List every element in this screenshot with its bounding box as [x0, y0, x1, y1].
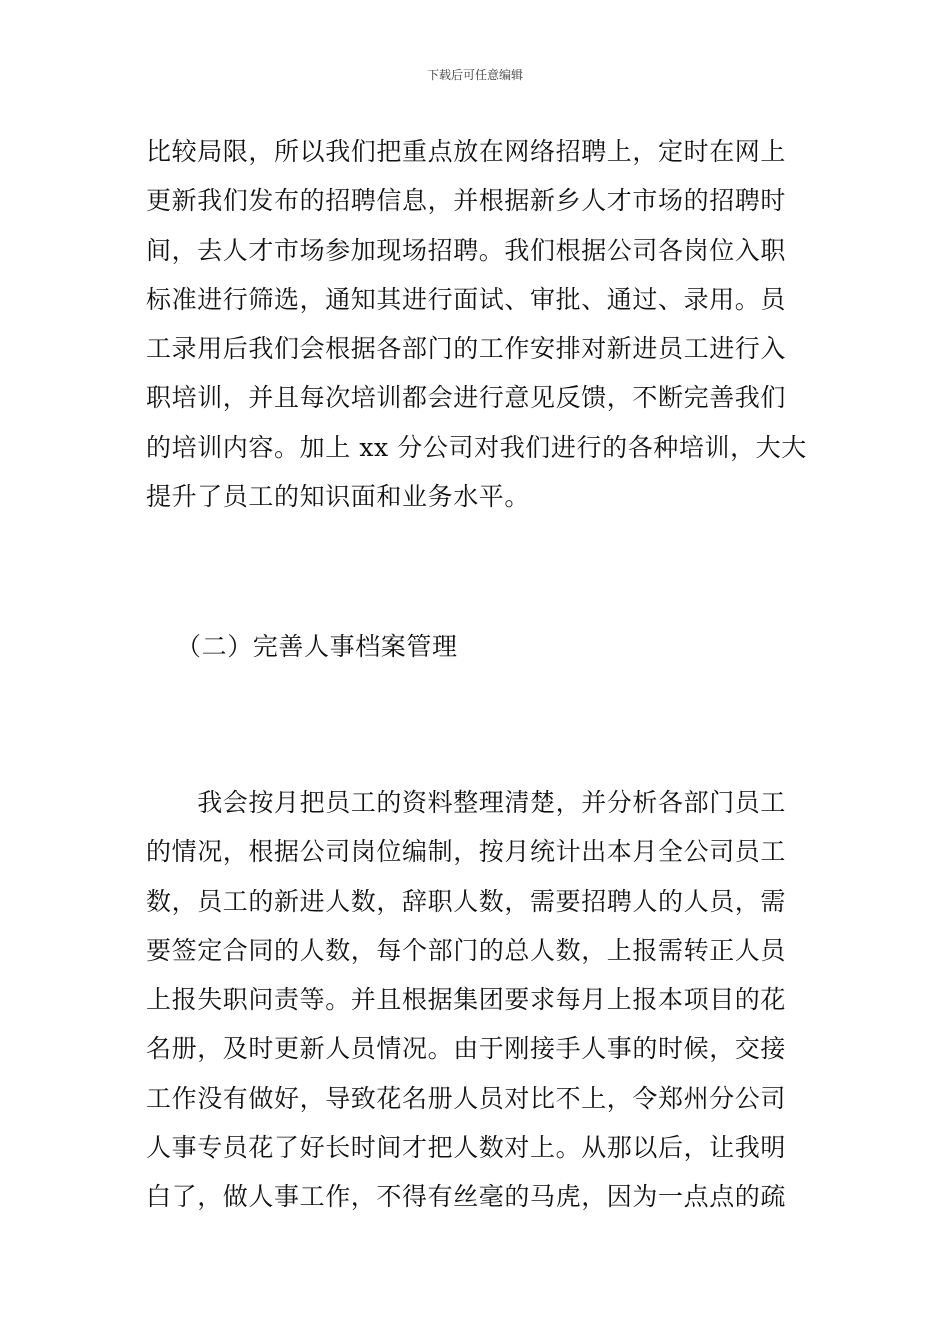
text-line: 间，去人才市场参加现场招聘。我们根据公司各岗位入职: [146, 235, 787, 265]
text-line: 标准进行筛选，通知其进行面试、审批、通过、录用。员: [146, 284, 787, 314]
text-line: 比较局限，所以我们把重点放在网络招聘上，定时在网上: [146, 137, 787, 166]
text-line: 白了，做人事工作，不得有丝毫的马虎，因为一点点的疏: [146, 1182, 787, 1212]
text-line: 更新我们发布的招聘信息，并根据新乡人才市场的招聘时: [146, 186, 787, 216]
text-line: 我会按月把员工的资料整理清楚，并分析各部门员工: [146, 788, 787, 817]
page-header-note: 下载后可任意编辑: [426, 68, 523, 82]
text-line: 职培训，并且每次培训都会进行意见反馈，不断完善我们: [146, 383, 787, 413]
text-line: 上报失职问责等。并且根据集团要求每月上报本项目的花: [146, 985, 787, 1015]
text-line: 数，员工的新进人数，辞职人数，需要招聘人的人员，需: [146, 886, 787, 916]
text-line: 人事专员花了好长时间才把人数对上。从那以后，让我明: [146, 1133, 787, 1163]
text-line: 名册，及时更新人员情况。由于刚接手人事的时候，交接: [146, 1034, 787, 1064]
section-heading: （二）完善人事档案管理: [176, 632, 458, 661]
text-line: 工录用后我们会根据各部门的工作安排对新进员工进行入: [146, 334, 787, 364]
text-line: 工作没有做好，导致花名册人员对比不上，令郑州分公司: [146, 1083, 787, 1113]
text-line: 的培训内容。加上 xx 分公司对我们进行的各种培训，大大: [146, 432, 807, 462]
text-line: 的情况，根据公司岗位编制，按月统计出本月全公司员工: [146, 837, 787, 867]
body-paragraph-records: [146, 778, 811, 1222]
text-line: 提升了员工的知识面和业务水平。: [146, 482, 531, 512]
text-line: 要签定合同的人数，每个部门的总人数，上报需转正人员: [146, 935, 787, 965]
body-paragraph-recruitment: [146, 127, 811, 521]
